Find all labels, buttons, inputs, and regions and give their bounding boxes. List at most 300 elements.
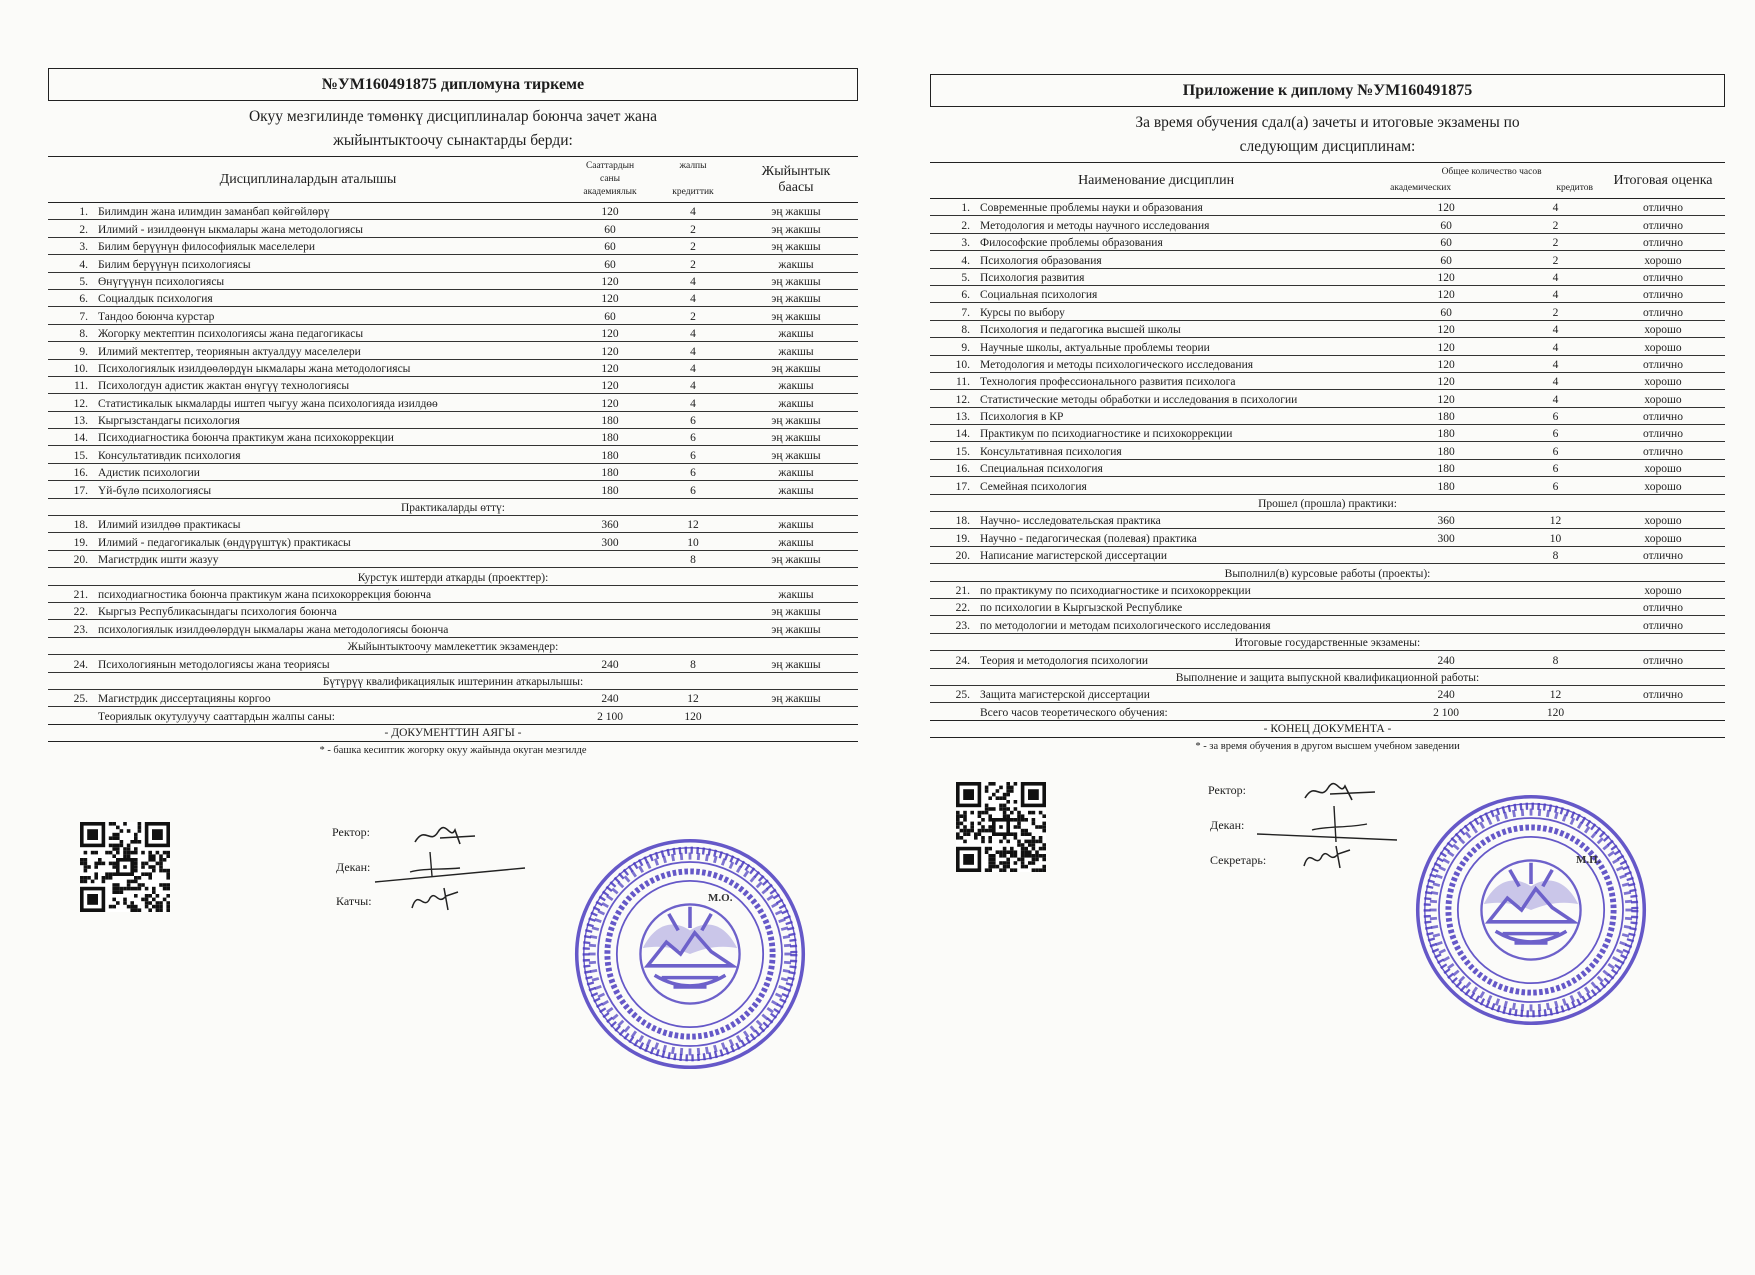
table-row (930, 268, 1725, 285)
row-number: 25. (48, 689, 96, 706)
section-heading: Прошел (прошла) практики: (930, 494, 1725, 511)
credits-cell: 12 (652, 689, 734, 706)
subject-name: Билим берүүнүн философиялык маселелери (96, 237, 568, 254)
row-number: 7. (930, 303, 978, 320)
row-number: 21. (930, 581, 978, 598)
credits-cell: 6 (1510, 407, 1601, 424)
row-number: 15. (48, 446, 96, 463)
total-credits: 120 (652, 707, 734, 724)
subject-name: Защита магистерской диссертации (978, 685, 1382, 702)
credits-cell: 4 (652, 272, 734, 289)
subject-name: Илимий изилдөө практикасы (96, 516, 568, 533)
left-header-hours-3: академиялык (583, 187, 637, 197)
grade-cell: отлично (1601, 651, 1725, 668)
credits-cell: 12 (1510, 685, 1601, 702)
grade-cell: хорошо (1601, 581, 1725, 598)
table-row (48, 272, 858, 289)
hours-cell: 180 (568, 411, 652, 428)
left-header-grade-1: Жыйынтык (761, 163, 831, 179)
section-heading: Практикаларды өттү: (48, 498, 858, 515)
subject-name: Теория и методология психологии (978, 651, 1382, 668)
total-blank (930, 703, 978, 720)
hours-cell: 60 (1382, 251, 1510, 268)
row-number: 4. (48, 255, 96, 272)
left-header-grade (734, 157, 858, 203)
credits-cell: 2 (1510, 251, 1601, 268)
grade-cell: жакшы (734, 533, 858, 550)
row-number: 22. (48, 602, 96, 619)
left-stamp-mark: М.О. (708, 892, 733, 904)
right-grades-table (930, 162, 1725, 721)
hours-cell: 180 (1382, 407, 1510, 424)
hours-cell: 60 (1382, 233, 1510, 250)
grade-cell: отлично (1601, 407, 1725, 424)
table-row (48, 203, 858, 220)
table-row (930, 651, 1725, 668)
grade-cell: отлично (1601, 268, 1725, 285)
subject-name: Методология и методы научного исследования (978, 216, 1382, 233)
credits-cell (1510, 598, 1601, 615)
credits-cell: 12 (1510, 512, 1601, 529)
hours-cell: 60 (568, 307, 652, 324)
table-row (48, 255, 858, 272)
hours-cell (1382, 581, 1510, 598)
hours-cell: 240 (568, 689, 652, 706)
credits-cell: 6 (652, 463, 734, 480)
table-row (48, 689, 858, 706)
table-row (48, 411, 858, 428)
credits-cell: 6 (652, 446, 734, 463)
subject-name: Научно - педагогическая (полевая) практика (978, 529, 1382, 546)
credits-cell: 10 (1510, 529, 1601, 546)
row-number: 9. (930, 338, 978, 355)
left-header-name: Дисциплиналардын аталышы (48, 157, 568, 203)
grade-cell: отлично (1601, 598, 1725, 615)
hours-cell: 120 (1382, 320, 1510, 337)
grade-cell: отлично (1601, 216, 1725, 233)
row-number: 12. (48, 394, 96, 411)
right-header-grade: Итоговая оценка (1601, 163, 1725, 199)
section-heading: Выполнение и защита выпускной квалификационной работы: (930, 668, 1725, 685)
row-number: 6. (48, 289, 96, 306)
credits-cell: 6 (1510, 442, 1601, 459)
table-row (48, 516, 858, 533)
table-row (48, 446, 858, 463)
hours-cell: 120 (1382, 338, 1510, 355)
hours-cell: 360 (568, 516, 652, 533)
section-row (48, 637, 858, 654)
left-end-marker: - ДОКУМЕНТТИН АЯГЫ - (48, 725, 858, 742)
left-header-hours-2: саны (599, 174, 621, 184)
subject-name: психодиагностика боюнча практикум жана психокоррекция боюнча (96, 585, 568, 602)
grade-cell: жакшы (734, 585, 858, 602)
hours-cell: 240 (1382, 685, 1510, 702)
subject-name: Кыргыз Республикасындагы психология боюнча (96, 602, 568, 619)
table-row (930, 320, 1725, 337)
hours-cell: 60 (568, 255, 652, 272)
hours-cell: 180 (1382, 459, 1510, 476)
left-header-credits (652, 157, 734, 203)
right-dean-label: Декан: (1210, 818, 1245, 832)
grade-cell: отлично (1601, 425, 1725, 442)
grade-cell: хорошо (1601, 390, 1725, 407)
table-row (930, 598, 1725, 615)
credits-cell: 4 (652, 289, 734, 306)
table-row (48, 359, 858, 376)
credits-cell: 4 (1510, 372, 1601, 389)
section-row (930, 494, 1725, 511)
subject-name: Специальная психология (978, 459, 1382, 476)
grade-cell: хорошо (1601, 459, 1725, 476)
subject-name: Консультативная психология (978, 442, 1382, 459)
left-grades-table (48, 156, 858, 725)
subject-name: Үй-бүлө психологиясы (96, 481, 568, 498)
credits-cell: 4 (1510, 390, 1601, 407)
subject-name: Психологиянын методологиясы жана теориясы (96, 655, 568, 672)
row-number: 11. (930, 372, 978, 389)
row-number: 20. (48, 550, 96, 567)
grade-cell: эң жакшы (734, 289, 858, 306)
left-rector-label: Ректор: (332, 825, 370, 839)
total-row (930, 703, 1725, 720)
grade-cell: хорошо (1601, 372, 1725, 389)
grade-cell: жакшы (734, 324, 858, 341)
credits-cell (652, 602, 734, 619)
left-header-hours-1: Сааттардын (585, 161, 635, 171)
subject-name: Курсы по выбору (978, 303, 1382, 320)
row-number: 16. (930, 459, 978, 476)
right-intro-line1: За время обучения сдал(а) зачеты и итоговые экзамены по (1135, 114, 1520, 131)
table-row (48, 655, 858, 672)
hours-cell: 240 (568, 655, 652, 672)
row-number: 23. (48, 620, 96, 637)
right-intro (930, 111, 1725, 159)
row-number: 2. (930, 216, 978, 233)
credits-cell: 6 (1510, 477, 1601, 494)
row-number: 5. (930, 268, 978, 285)
grade-cell: отлично (1601, 442, 1725, 459)
subject-name: Психология и педагогика высшей школы (978, 320, 1382, 337)
credits-cell: 4 (1510, 355, 1601, 372)
right-university-seal (1413, 792, 1649, 1028)
credits-cell: 8 (1510, 651, 1601, 668)
row-number: 24. (48, 655, 96, 672)
left-university-seal (572, 836, 808, 1072)
table-row (930, 616, 1725, 633)
table-row (930, 685, 1725, 702)
left-supplement-page (48, 68, 858, 756)
row-number: 17. (48, 481, 96, 498)
subject-name: Психологиялык изилдөөлөрдүн ыкмалары жана методологиясы (96, 359, 568, 376)
subject-name: Практикум по психодиагностике и психокоррекции (978, 425, 1382, 442)
hours-cell: 60 (1382, 216, 1510, 233)
right-footnote: * - за время обучения в другом высшем учебном заведении (1195, 740, 1460, 752)
subject-name: Жогорку мектептин психологиясы жана педагогикасы (96, 324, 568, 341)
row-number: 2. (48, 220, 96, 237)
subject-name: Магистрдик ишти жазуу (96, 550, 568, 567)
credits-cell: 4 (652, 359, 734, 376)
grade-cell: эң жакшы (734, 307, 858, 324)
hours-cell (1382, 598, 1510, 615)
right-title: Приложение к диплому №УМ160491875 (930, 74, 1725, 107)
credits-cell: 6 (1510, 459, 1601, 476)
grade-cell: хорошо (1601, 529, 1725, 546)
credits-cell: 4 (652, 342, 734, 359)
credits-cell: 4 (652, 324, 734, 341)
subject-name: Технология профессионального развития психолога (978, 372, 1382, 389)
table-row (48, 550, 858, 567)
grade-cell: эң жакшы (734, 220, 858, 237)
row-number: 21. (48, 585, 96, 602)
credits-cell: 8 (652, 655, 734, 672)
total-label: Всего часов теоретического обучения: (978, 703, 1382, 720)
subject-name: Социальная психология (978, 285, 1382, 302)
section-row (930, 668, 1725, 685)
subject-name: психологиялык изилдөөлөрдүн ыкмалары жана методологиясы боюнча (96, 620, 568, 637)
section-row (48, 672, 858, 689)
credits-cell: 6 (652, 429, 734, 446)
hours-cell: 120 (568, 359, 652, 376)
hours-cell: 300 (568, 533, 652, 550)
table-row (48, 289, 858, 306)
table-row (930, 459, 1725, 476)
credits-cell: 6 (652, 481, 734, 498)
section-row (930, 564, 1725, 581)
grade-cell: хорошо (1601, 477, 1725, 494)
credits-cell: 2 (652, 237, 734, 254)
grade-cell: эң жакшы (734, 620, 858, 637)
grade-cell: эң жакшы (734, 689, 858, 706)
grade-cell: эң жакшы (734, 429, 858, 446)
table-row (930, 216, 1725, 233)
credits-cell: 8 (1510, 546, 1601, 563)
subject-name: Психология образования (978, 251, 1382, 268)
table-row (930, 442, 1725, 459)
credits-cell: 2 (1510, 216, 1601, 233)
total-row (48, 707, 858, 724)
grade-cell: отлично (1601, 355, 1725, 372)
grade-cell: отлично (1601, 616, 1725, 633)
grade-cell: эң жакшы (734, 272, 858, 289)
row-number: 4. (930, 251, 978, 268)
subject-name: Психология развития (978, 268, 1382, 285)
table-row (930, 425, 1725, 442)
left-footnote: * - башка кесиптик жогорку окуу жайында окуган мезгилде (319, 744, 587, 756)
row-number: 1. (48, 203, 96, 220)
hours-cell: 120 (568, 324, 652, 341)
subject-name: Өнүгүүнүн психологиясы (96, 272, 568, 289)
hours-cell: 180 (1382, 477, 1510, 494)
subject-name: Психология в КР (978, 407, 1382, 424)
right-header-hours-2: академических (1390, 183, 1452, 193)
table-row (48, 342, 858, 359)
grade-cell: отлично (1601, 685, 1725, 702)
row-number: 18. (48, 516, 96, 533)
table-row (48, 585, 858, 602)
grade-cell: жакшы (734, 255, 858, 272)
grade-cell: отлично (1601, 199, 1725, 216)
hours-cell (1382, 616, 1510, 633)
hours-cell: 180 (568, 446, 652, 463)
section-heading: Выполнил(в) курсовые работы (проекты): (930, 564, 1725, 581)
row-number: 5. (48, 272, 96, 289)
row-number: 19. (930, 529, 978, 546)
row-number: 3. (48, 237, 96, 254)
section-heading: Курстук иштерди аткарды (проекттер): (48, 568, 858, 585)
grade-cell: жакшы (734, 463, 858, 480)
table-row (930, 581, 1725, 598)
credits-cell: 4 (1510, 320, 1601, 337)
grade-cell: хорошо (1601, 320, 1725, 337)
section-row (48, 568, 858, 585)
table-row (48, 324, 858, 341)
subject-name: Билимдин жана илимдин заманбап көйгөйлөрү (96, 203, 568, 220)
grade-cell: жакшы (734, 516, 858, 533)
total-hours: 2 100 (568, 707, 652, 724)
table-row (48, 376, 858, 393)
grade-cell: жакшы (734, 481, 858, 498)
total-blank-grade (1601, 703, 1725, 720)
hours-cell: 240 (1382, 651, 1510, 668)
hours-cell: 120 (1382, 372, 1510, 389)
left-dean-label: Декан: (336, 860, 371, 874)
hours-cell: 120 (568, 342, 652, 359)
hours-cell (568, 602, 652, 619)
credits-cell: 2 (1510, 303, 1601, 320)
table-row (48, 307, 858, 324)
table-row (48, 602, 858, 619)
subject-name: по практикуму по психодиагностике и психокоррекции (978, 581, 1382, 598)
right-supplement-page (930, 74, 1725, 752)
table-row (930, 355, 1725, 372)
table-row (930, 233, 1725, 250)
hours-cell: 120 (1382, 285, 1510, 302)
hours-cell (568, 585, 652, 602)
section-heading: Бүтүрүү квалификациялык иштеринин аткарылышы: (48, 672, 858, 689)
grade-cell: жакшы (734, 376, 858, 393)
subject-name: Методология и методы психологического исследования (978, 355, 1382, 372)
grade-cell: эң жакшы (734, 411, 858, 428)
grade-cell: хорошо (1601, 512, 1725, 529)
left-header-credits-1: жалпы (679, 161, 707, 171)
table-row (48, 481, 858, 498)
left-header-hours (568, 157, 652, 203)
subject-name: Кыргызстандагы психология (96, 411, 568, 428)
row-number: 12. (930, 390, 978, 407)
hours-cell: 60 (568, 220, 652, 237)
row-number: 13. (48, 411, 96, 428)
row-number: 19. (48, 533, 96, 550)
hours-cell (1382, 546, 1510, 563)
table-row (930, 546, 1725, 563)
left-intro-line2: жыйынтыктоочу сынактарды берди: (333, 132, 573, 149)
subject-name: Психологдун адистик жактан өнүгүү технологиясы (96, 376, 568, 393)
row-number: 3. (930, 233, 978, 250)
total-label: Теориялык окутулуучу сааттардын жалпы саны: (96, 707, 568, 724)
hours-cell: 180 (1382, 442, 1510, 459)
row-number: 23. (930, 616, 978, 633)
credits-cell: 4 (652, 394, 734, 411)
table-row (48, 463, 858, 480)
hours-cell: 180 (568, 463, 652, 480)
hours-cell: 360 (1382, 512, 1510, 529)
credits-cell: 6 (1510, 425, 1601, 442)
left-qr-code-icon (80, 822, 170, 912)
subject-name: Научно- исследовательская практика (978, 512, 1382, 529)
row-number: 11. (48, 376, 96, 393)
credits-cell: 2 (652, 307, 734, 324)
grade-cell: эң жакшы (734, 602, 858, 619)
grade-cell: эң жакшы (734, 359, 858, 376)
credits-cell: 2 (652, 255, 734, 272)
left-intro (48, 105, 858, 153)
right-table-body (930, 199, 1725, 721)
table-row (930, 477, 1725, 494)
row-number: 10. (48, 359, 96, 376)
row-number: 8. (48, 324, 96, 341)
section-heading: Итоговые государственные экзамены: (930, 633, 1725, 650)
left-table-body (48, 203, 858, 725)
section-row (930, 633, 1725, 650)
left-intro-line1: Окуу мезгилинде төмөнкү дисциплиналар боюнча зачет жана (248, 108, 658, 125)
hours-cell: 60 (1382, 303, 1510, 320)
credits-cell: 4 (1510, 338, 1601, 355)
credits-cell: 2 (652, 220, 734, 237)
credits-cell: 6 (652, 411, 734, 428)
left-secretary-label: Катчы: (336, 894, 372, 908)
row-number: 25. (930, 685, 978, 702)
hours-cell: 120 (568, 394, 652, 411)
subject-name: Консультативдик психология (96, 446, 568, 463)
subject-name: Научные школы, актуальные проблемы теории (978, 338, 1382, 355)
row-number: 24. (930, 651, 978, 668)
table-row (930, 303, 1725, 320)
grade-cell: отлично (1601, 233, 1725, 250)
table-row (48, 533, 858, 550)
hours-cell: 120 (568, 289, 652, 306)
hours-cell: 120 (1382, 390, 1510, 407)
credits-cell: 4 (1510, 285, 1601, 302)
hours-cell: 120 (1382, 268, 1510, 285)
grade-cell: эң жакшы (734, 446, 858, 463)
row-number: 17. (930, 477, 978, 494)
grade-cell: жакшы (734, 394, 858, 411)
grade-cell: отлично (1601, 546, 1725, 563)
section-heading: Жыйынтыктоочу мамлекеттик экзамендер: (48, 637, 858, 654)
right-qr-code-icon (956, 782, 1046, 872)
row-number: 16. (48, 463, 96, 480)
row-number: 13. (930, 407, 978, 424)
subject-name: Статистикалык ыкмаларды иштеп чыгуу жана психологияда изилдөө (96, 394, 568, 411)
left-dean-signature (370, 848, 530, 888)
row-number: 1. (930, 199, 978, 216)
right-end-marker: - КОНЕЦ ДОКУМЕНТА - (930, 721, 1725, 738)
credits-cell: 4 (652, 376, 734, 393)
hours-cell: 300 (1382, 529, 1510, 546)
table-row (930, 285, 1725, 302)
subject-name: Магистрдик диссертацияны коргоо (96, 689, 568, 706)
table-row (930, 199, 1725, 216)
grade-cell: эң жакшы (734, 655, 858, 672)
section-row (48, 498, 858, 515)
credits-cell: 2 (1510, 233, 1601, 250)
row-number: 20. (930, 546, 978, 563)
credits-cell (1510, 616, 1601, 633)
grade-cell: хорошо (1601, 338, 1725, 355)
credits-cell (1510, 581, 1601, 598)
grade-cell: отлично (1601, 303, 1725, 320)
hours-cell: 120 (568, 272, 652, 289)
